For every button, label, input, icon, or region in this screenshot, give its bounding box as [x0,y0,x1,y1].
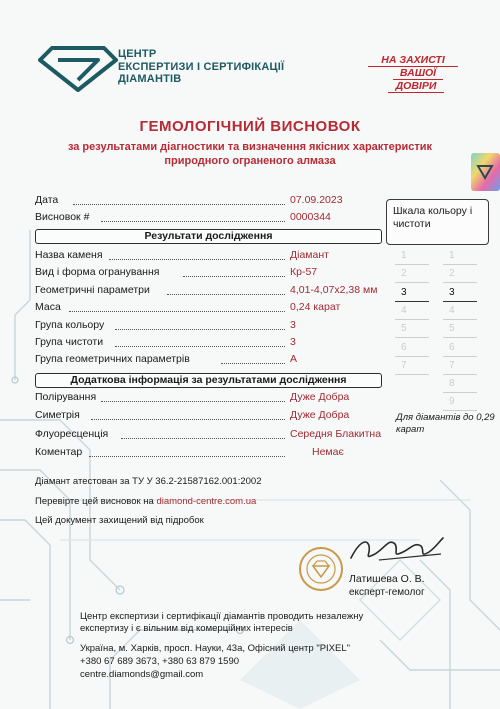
footer-statement-line-2: експертизу і є вільним від комерційних інтересів [80,623,293,634]
results-section-header: Результати дослідження [35,229,382,244]
clarity-grade-6: 6 [443,339,477,357]
clarity-grade-9: 9 [443,393,477,411]
color-grade-6: 6 [395,339,429,357]
color-clarity-scale-box [386,199,489,245]
additional-row [35,446,380,461]
row-dots [121,438,285,439]
geometry-group-value: A [290,353,298,365]
row-dots [109,259,285,260]
slogan-stamp [368,52,458,98]
row-dots [167,294,285,295]
row-dots [115,329,285,330]
polish-label: Полірування [35,391,97,403]
row-dots [89,456,285,457]
color-grade-4: 4 [395,302,429,320]
expert-name: Латишева О. В. [349,573,425,585]
clarity-grade-2: 2 [443,265,477,283]
fluorescence-value: Середня Блакитна [290,428,382,440]
additional-row [35,428,380,443]
geometry-group-label: Група геометричних параметрів [35,353,190,365]
date-dots [73,204,285,205]
subtitle-line-2: природного ограненого алмаза [164,155,336,167]
additional-row [35,409,380,424]
row-dots [101,401,285,402]
cut-type-label: Вид і форма огранування [35,266,160,278]
result-row [35,266,380,281]
color-grade-3: 3 [395,284,429,302]
official-seal-icon [298,546,344,592]
hologram-sticker-icon [470,152,500,192]
slogan-line-1: НА ЗАХИСТІ [368,54,458,67]
comment-value: Немає [312,446,344,458]
organization-name [118,48,284,86]
footer-email[interactable]: centre.diamonds@gmail.com [80,669,204,680]
clarity-grade-5: 5 [443,320,477,338]
conclusion-number-label: Висновок # [35,211,90,223]
date-label: Дата [35,194,59,206]
scale-title: Шкала кольору і чистоти [393,205,473,230]
conclusion-number-row [35,211,380,226]
document-subtitle [0,140,500,168]
mass-value: 0,24 карат [290,301,341,313]
comment-label: Коментар [35,446,83,458]
org-name-line-3: ДІАМАНТІВ [118,73,182,85]
org-name-line-2: ЕКСПЕРТИЗИ І СЕРТИФІКАЦІЇ [118,60,285,73]
clarity-grade-8: 8 [443,375,477,393]
result-row [35,336,380,351]
document-title: ГЕМОЛОГІЧНИЙ ВИСНОВОК [139,118,361,135]
footer-statement-line-1: Центр експертизи і сертифікації діамантів проводить незалежну [80,611,364,622]
date-row [35,194,380,209]
signature-icon [345,532,445,566]
verify-site-link[interactable]: diamond-centre.com.ua [156,496,257,507]
clarity-grade-7: 7 [443,357,477,375]
geometry-value: 4,01-4,07x2,38 мм [290,284,378,296]
color-grade-2: 2 [395,265,429,283]
result-row [35,284,380,299]
row-dots [221,363,285,364]
row-dots [69,311,285,312]
row-dots [183,276,285,277]
slogan-line-3: ДОВІРИ [388,80,444,93]
clarity-group-value: 3 [290,336,296,348]
scale-note: Для діамантів до 0,29 карат [396,412,495,435]
footer-address: Україна, м. Харків, просп. Науки, 43а, Офісний центр "PIXEL" [80,643,351,654]
clarity-grade-3: 3 [443,284,477,302]
symmetry-value: Дуже Добра [290,409,350,421]
row-dots [115,346,285,347]
color-grade-7: 7 [395,357,429,375]
row-dots [91,419,285,420]
attestation-note: Діамант атестован за ТУ У 36.2-21587162.001:2002 [35,476,262,487]
additional-row [35,391,380,406]
clarity-grade-1: 1 [443,247,477,265]
slogan-line-2: ВАШОЇ [393,67,443,80]
protection-note: Цей документ захищений від підробок [35,515,204,526]
symmetry-label: Симетрія [35,409,80,421]
subtitle-line-1: за результатами діагностики та визначення якісних характеристик [67,141,433,153]
diamond-logo-icon [38,46,118,92]
verify-prefix: Перевірте цей висновок на [35,496,157,507]
color-group-label: Група кольору [35,319,105,331]
cut-type-value: Кр-57 [290,266,318,278]
result-row [35,353,380,368]
date-value: 07.09.2023 [290,194,343,206]
result-row [35,319,380,334]
result-row [35,301,380,316]
conclusion-number-dots [101,221,285,222]
clarity-grade-4: 4 [443,302,477,320]
color-grade-1: 1 [395,247,429,265]
conclusion-number-value: 0000344 [290,211,331,223]
clarity-group-label: Група чистоти [35,336,104,348]
stone-name-value: Діамант [290,249,329,261]
geometry-label: Геометричні параметри [35,284,150,296]
result-row [35,249,380,264]
stone-name-label: Назва каменя [35,249,103,261]
expert-role: експерт-гемолог [349,587,425,598]
polish-value: Дуже Добра [290,391,350,403]
color-group-value: 3 [290,319,296,331]
verify-note [35,496,256,507]
additional-section-header: Додаткова інформація за результатами дослідження [35,373,382,388]
footer-phones: +380 67 689 3673, +380 63 879 1590 [80,656,240,667]
mass-label: Маса [35,301,61,313]
fluorescence-label: Флуоресценція [35,428,109,440]
org-name-line-1: ЦЕНТР [118,48,157,60]
color-grade-5: 5 [395,320,429,338]
